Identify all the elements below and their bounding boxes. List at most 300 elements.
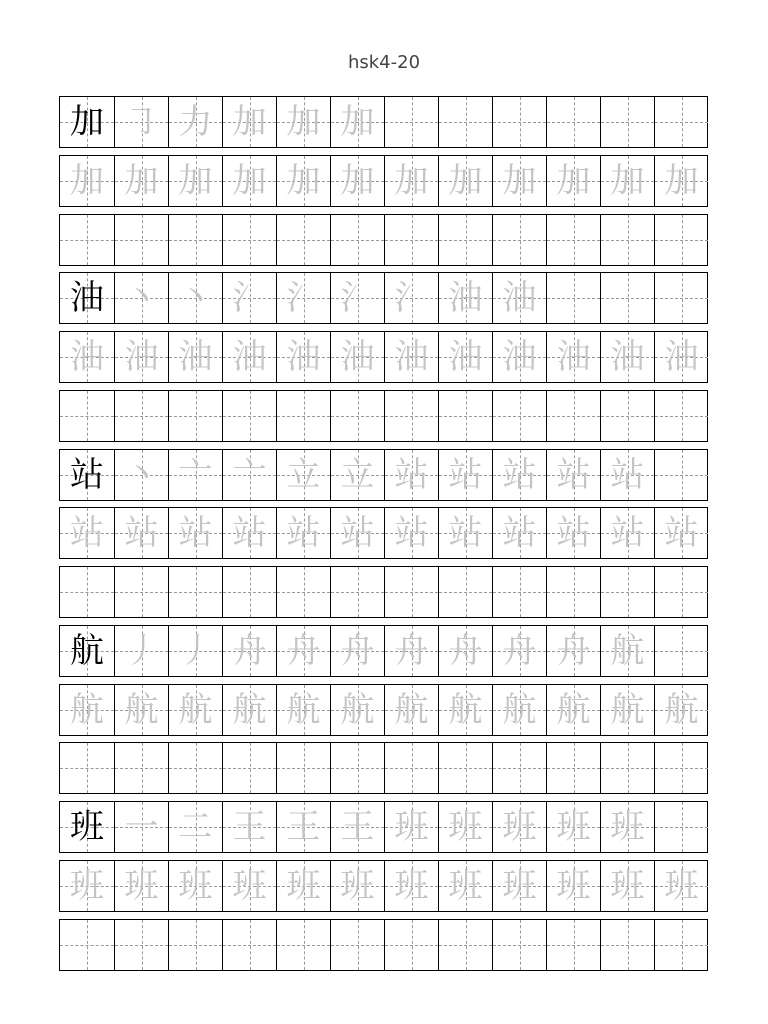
trace-character: 站 [70, 513, 104, 554]
grid-cell [600, 156, 654, 206]
grid-cell [114, 685, 168, 735]
grid-cell [600, 920, 654, 970]
grid-cell [222, 567, 276, 617]
trace-character: 班 [124, 865, 159, 906]
grid-cell [114, 273, 168, 323]
grid-cell [60, 861, 114, 911]
trace-character: 油 [340, 337, 375, 377]
model-character: 油 [70, 278, 104, 319]
grid-cell [276, 156, 330, 206]
trace-character: 班 [70, 865, 104, 906]
trace-character: 班 [448, 807, 483, 847]
grid-cell [438, 450, 492, 500]
grid-cell [60, 332, 114, 382]
stroke-order-row [59, 272, 708, 324]
trace-character: 航 [502, 689, 537, 730]
stroke-order-row [59, 96, 708, 148]
trace-character: 加 [664, 160, 699, 201]
grid-cell [168, 920, 222, 970]
grid-cell [384, 450, 438, 500]
grid-cell [546, 273, 600, 323]
trace-character: 加 [232, 102, 267, 142]
trace-character: 班 [502, 807, 537, 847]
trace-character: 航 [610, 630, 645, 671]
grid-cell [492, 450, 546, 500]
trace-character: 立 [286, 454, 321, 495]
grid-cell [60, 920, 114, 970]
grid-cell [168, 391, 222, 441]
trace-character: 二 [178, 807, 213, 847]
trace-character: 加 [502, 160, 537, 201]
grid-cell [654, 743, 708, 793]
trace-character: 班 [664, 865, 699, 906]
grid-cell [222, 273, 276, 323]
practice-row [59, 742, 708, 794]
trace-character: 王 [286, 807, 321, 847]
trace-character: 班 [556, 807, 591, 847]
practice-row [59, 390, 708, 442]
trace-character: 站 [610, 513, 645, 554]
grid-cell [654, 273, 708, 323]
grid-cell [654, 156, 708, 206]
grid-cell [114, 215, 168, 265]
trace-character: 王 [232, 807, 267, 847]
grid-cell [276, 685, 330, 735]
grid-cell [276, 802, 330, 852]
grid-cell [168, 273, 222, 323]
grid-cell [222, 450, 276, 500]
grid-cell [60, 685, 114, 735]
grid-cell [438, 567, 492, 617]
grid-cell [60, 156, 114, 206]
grid-cell [168, 508, 222, 558]
trace-character: 航 [340, 689, 375, 730]
trace-character: 站 [340, 513, 375, 554]
grid-cell [330, 920, 384, 970]
grid-cell [384, 332, 438, 382]
grid-cell [546, 450, 600, 500]
trace-character: 加 [286, 160, 321, 201]
grid-cell [60, 215, 114, 265]
grid-cell [276, 215, 330, 265]
grid-cell [438, 802, 492, 852]
grid-cell [654, 920, 708, 970]
grid-cell [60, 802, 114, 852]
trace-character: 航 [556, 689, 591, 730]
grid-cell [168, 450, 222, 500]
grid-cell [600, 332, 654, 382]
grid-cell [60, 273, 114, 323]
trace-character: 站 [124, 513, 159, 554]
grid-cell [600, 97, 654, 147]
trace-character: 立 [340, 454, 375, 495]
trace-character: 站 [502, 513, 537, 554]
grid-cell [330, 391, 384, 441]
grid-cell [600, 743, 654, 793]
trace-character: 氵 [394, 278, 429, 319]
trace-character: 油 [232, 337, 267, 377]
trace-character: 班 [394, 807, 429, 847]
grid-cell [222, 391, 276, 441]
trace-character: 站 [232, 513, 267, 554]
trace-character: 航 [178, 689, 213, 730]
grid-cell [438, 626, 492, 676]
model-character: 航 [70, 630, 104, 671]
trace-character: 加 [448, 160, 483, 201]
trace-character: 班 [232, 865, 267, 906]
grid-cell [438, 861, 492, 911]
grid-cell [168, 802, 222, 852]
grid-cell [654, 97, 708, 147]
trace-character: 油 [502, 337, 537, 377]
grid-cell [330, 685, 384, 735]
grid-cell [222, 861, 276, 911]
grid-cell [492, 215, 546, 265]
trace-character: 舟 [556, 630, 591, 671]
grid-cell [168, 626, 222, 676]
trace-character: 氵 [232, 278, 267, 319]
grid-cell [438, 156, 492, 206]
grid-cell [492, 97, 546, 147]
grid-cell [168, 332, 222, 382]
trace-character: 加 [340, 102, 375, 142]
grid-cell [654, 861, 708, 911]
trace-character: 油 [556, 337, 591, 377]
grid-cell [60, 508, 114, 558]
trace-character: 油 [124, 337, 159, 377]
trace-character: 亠 [232, 454, 267, 495]
grid-cell [546, 802, 600, 852]
grid-cell [60, 567, 114, 617]
trace-character: 油 [286, 337, 321, 377]
trace-character: 加 [610, 160, 645, 201]
grid-cell [492, 508, 546, 558]
grid-cell [438, 332, 492, 382]
trace-character: 站 [394, 454, 429, 495]
grid-cell [492, 332, 546, 382]
grid-cell [600, 508, 654, 558]
trace-character: 站 [664, 513, 699, 554]
grid-cell [222, 156, 276, 206]
grid-cell [546, 626, 600, 676]
trace-character: 班 [502, 865, 537, 906]
grid-cell [492, 626, 546, 676]
grid-cell [492, 685, 546, 735]
grid-cell [654, 685, 708, 735]
grid-cell [384, 743, 438, 793]
trace-character: 站 [286, 513, 321, 554]
trace-character: 丶 [124, 278, 159, 319]
grid-cell [600, 391, 654, 441]
grid-cell [654, 508, 708, 558]
trace-character: 舟 [502, 630, 537, 671]
trace-character: ㇆ [124, 102, 159, 142]
stroke-order-row [59, 449, 708, 501]
grid-cell [114, 332, 168, 382]
grid-cell [546, 508, 600, 558]
trace-character: 班 [610, 865, 645, 906]
grid-cell [168, 215, 222, 265]
grid-cell [276, 273, 330, 323]
grid-cell [114, 508, 168, 558]
grid-cell [438, 391, 492, 441]
grid-cell [654, 802, 708, 852]
grid-cell [384, 567, 438, 617]
trace-character: 加 [394, 160, 429, 201]
trace-character: 班 [286, 865, 321, 906]
trace-row [59, 155, 708, 207]
trace-character: 班 [394, 865, 429, 906]
grid-cell [492, 391, 546, 441]
grid-cell [546, 861, 600, 911]
grid-cell [546, 215, 600, 265]
trace-character: 氵 [340, 278, 375, 319]
stroke-order-row [59, 625, 708, 677]
trace-row [59, 684, 708, 736]
grid-cell [546, 156, 600, 206]
practice-row [59, 214, 708, 266]
grid-cell [546, 920, 600, 970]
grid-cell [276, 97, 330, 147]
grid-cell [330, 802, 384, 852]
trace-character: 油 [448, 278, 483, 319]
grid-cell [438, 920, 492, 970]
practice-row [59, 566, 708, 618]
trace-character: 站 [502, 454, 537, 495]
grid-cell [438, 273, 492, 323]
grid-cell [546, 743, 600, 793]
trace-character: 力 [178, 102, 213, 142]
trace-character: 一 [124, 807, 159, 847]
grid-cell [384, 215, 438, 265]
grid-cell [60, 97, 114, 147]
grid-cell [276, 743, 330, 793]
grid-cell [276, 450, 330, 500]
grid-cell [600, 215, 654, 265]
grid-cell [60, 450, 114, 500]
grid-cell [114, 626, 168, 676]
trace-character: 班 [448, 865, 483, 906]
grid-cell [384, 802, 438, 852]
trace-character: 航 [232, 689, 267, 730]
trace-character: 航 [124, 689, 159, 730]
trace-character: 加 [232, 160, 267, 201]
grid-cell [492, 861, 546, 911]
trace-character: 班 [556, 865, 591, 906]
grid-cell [330, 450, 384, 500]
trace-character: 油 [664, 337, 699, 377]
trace-character: 舟 [448, 630, 483, 671]
trace-character: 站 [610, 454, 645, 495]
trace-character: 加 [124, 160, 159, 201]
trace-character: 舟 [394, 630, 429, 671]
grid-cell [276, 861, 330, 911]
grid-cell [492, 273, 546, 323]
grid-cell [222, 97, 276, 147]
model-character: 加 [70, 102, 104, 142]
grid-cell [384, 685, 438, 735]
grid-cell [222, 215, 276, 265]
grid-cell [276, 332, 330, 382]
grid-cell [114, 156, 168, 206]
grid-cell [438, 685, 492, 735]
trace-character: 加 [556, 160, 591, 201]
grid-cell [168, 685, 222, 735]
trace-character: 油 [178, 337, 213, 377]
grid-cell [222, 920, 276, 970]
grid-cell [222, 743, 276, 793]
grid-cell [276, 391, 330, 441]
trace-character: 舟 [340, 630, 375, 671]
grid-cell [600, 273, 654, 323]
grid-cell [438, 508, 492, 558]
grid-cell [600, 450, 654, 500]
trace-character: 丿 [124, 630, 159, 671]
grid-cell [654, 391, 708, 441]
grid-cell [330, 97, 384, 147]
grid-cell [492, 156, 546, 206]
grid-cell [438, 215, 492, 265]
grid-cell [114, 920, 168, 970]
grid-cell [114, 450, 168, 500]
grid-cell [384, 861, 438, 911]
trace-character: 航 [286, 689, 321, 730]
trace-row [59, 331, 708, 383]
trace-character: 油 [394, 337, 429, 377]
grid-cell [168, 97, 222, 147]
grid-cell [168, 567, 222, 617]
trace-character: 站 [556, 513, 591, 554]
trace-character: 航 [70, 689, 104, 730]
trace-character: 油 [610, 337, 645, 377]
grid-cell [492, 802, 546, 852]
grid-cell [60, 391, 114, 441]
trace-character: 油 [502, 278, 537, 319]
grid-cell [384, 273, 438, 323]
trace-character: 丿 [178, 630, 213, 671]
grid-cell [276, 626, 330, 676]
trace-row [59, 860, 708, 912]
grid-cell [114, 861, 168, 911]
grid-cell [222, 685, 276, 735]
worksheet-title: hsk4-20 [347, 52, 421, 73]
model-character: 站 [70, 454, 104, 495]
trace-row [59, 507, 708, 559]
grid-cell [546, 391, 600, 441]
grid-cell [600, 626, 654, 676]
grid-cell [492, 567, 546, 617]
trace-character: 站 [394, 513, 429, 554]
grid-cell [492, 920, 546, 970]
trace-character: 舟 [286, 630, 321, 671]
grid-cell [600, 685, 654, 735]
grid-cell [168, 156, 222, 206]
grid-cell [330, 743, 384, 793]
grid-cell [330, 626, 384, 676]
grid-cell [330, 508, 384, 558]
trace-character: 王 [340, 807, 375, 847]
grid-cell [60, 743, 114, 793]
grid-cell [114, 567, 168, 617]
trace-character: 加 [340, 160, 375, 201]
grid-cell [114, 391, 168, 441]
grid-cell [330, 215, 384, 265]
grid-cell [60, 626, 114, 676]
trace-character: 航 [394, 689, 429, 730]
grid-cell [546, 332, 600, 382]
trace-character: 站 [556, 454, 591, 495]
grid-cell [384, 920, 438, 970]
grid-cell [168, 861, 222, 911]
trace-character: 班 [178, 865, 213, 906]
trace-character: 油 [70, 337, 104, 377]
trace-character: 加 [70, 160, 104, 201]
grid-cell [384, 391, 438, 441]
trace-character: 班 [610, 807, 645, 847]
grid-cell [114, 97, 168, 147]
grid-cell [168, 743, 222, 793]
trace-character: 站 [448, 513, 483, 554]
trace-character: 丶 [124, 454, 159, 495]
grid-cell [384, 508, 438, 558]
grid-cell [330, 156, 384, 206]
trace-character: 站 [448, 454, 483, 495]
grid-cell [384, 626, 438, 676]
grid-cell [384, 156, 438, 206]
trace-character: 加 [178, 160, 213, 201]
grid-cell [384, 97, 438, 147]
grid-cell [438, 743, 492, 793]
grid-cell [114, 802, 168, 852]
grid-cell [330, 567, 384, 617]
grid-cell [114, 743, 168, 793]
trace-character: 加 [286, 102, 321, 142]
trace-character: 氵 [286, 278, 321, 319]
trace-character: 丶 [178, 278, 213, 319]
grid-cell [222, 802, 276, 852]
grid-cell [492, 743, 546, 793]
grid-cell [654, 567, 708, 617]
grid-cell [222, 332, 276, 382]
grid-cell [330, 861, 384, 911]
trace-character: 航 [610, 689, 645, 730]
grid-cell [276, 920, 330, 970]
grid-cell [600, 861, 654, 911]
grid-cell [600, 802, 654, 852]
stroke-order-row [59, 801, 708, 853]
practice-row [59, 919, 708, 971]
grid-cell [600, 567, 654, 617]
grid-cell [438, 97, 492, 147]
trace-character: 航 [448, 689, 483, 730]
trace-character: 航 [664, 689, 699, 730]
trace-character: 舟 [232, 630, 267, 671]
grid-cell [654, 450, 708, 500]
grid-cell [222, 508, 276, 558]
trace-character: 亠 [178, 454, 213, 495]
grid-cell [654, 215, 708, 265]
grid-cell [276, 508, 330, 558]
trace-character: 班 [340, 865, 375, 906]
grid-cell [276, 567, 330, 617]
grid-cell [654, 626, 708, 676]
grid-cell [330, 273, 384, 323]
trace-character: 油 [448, 337, 483, 377]
model-character: 班 [70, 807, 104, 847]
grid-cell [654, 332, 708, 382]
grid-cell [222, 626, 276, 676]
grid-cell [546, 567, 600, 617]
